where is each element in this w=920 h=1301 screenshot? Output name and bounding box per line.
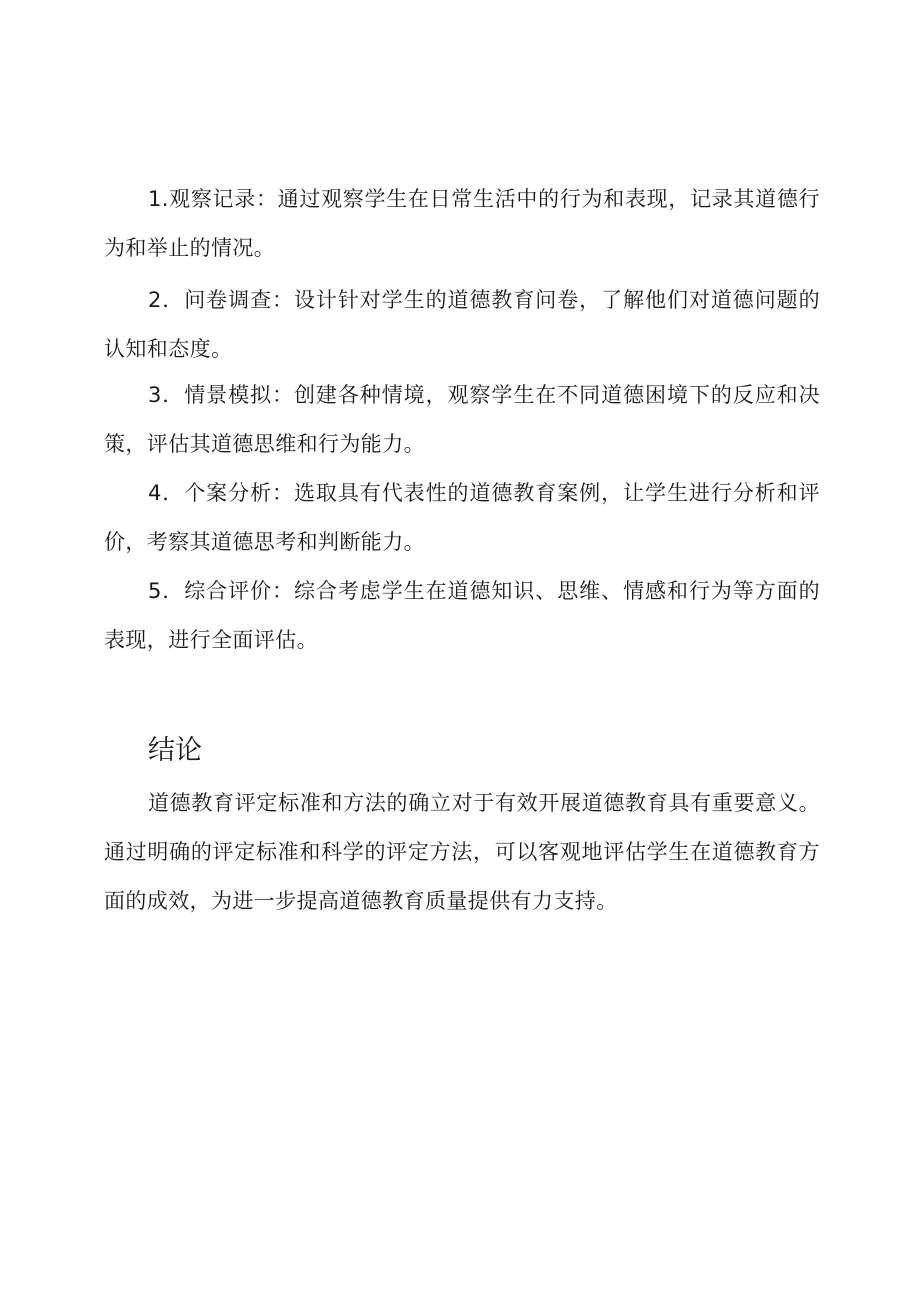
method-item-questionnaire: 2．问卷调查：设计针对学生的道德教育问卷，了解他们对道德问题的认知和态度。 xyxy=(104,288,820,361)
method-item-simulation: 3．情景模拟：创建各种情境，观察学生在不同道德困境下的反应和决策，评估其道德思维和行为能力。 xyxy=(104,383,820,456)
method-item-comprehensive: 5．综合评价：综合考虑学生在道德知识、思维、情感和行为等方面的表现，进行全面评估。 xyxy=(104,579,820,652)
conclusion-heading: 结论 xyxy=(148,735,202,766)
conclusion-paragraph: 道德教育评定标准和方法的确立对于有效开展道德教育具有重要意义。通过明确的评定标准和科学的评定方法，可以客观地评估学生在道德教育方面的成效，为进一步提高道德教育质量提供有力支持。 xyxy=(104,791,820,913)
method-item-observation: 1.观察记录：通过观察学生在日常生活中的行为和表现，记录其道德行为和举止的情况。 xyxy=(104,187,820,260)
method-item-case-analysis: 4．个案分析：选取具有代表性的道德教育案例，让学生进行分析和评价，考察其道德思考和判断能力。 xyxy=(104,481,820,554)
